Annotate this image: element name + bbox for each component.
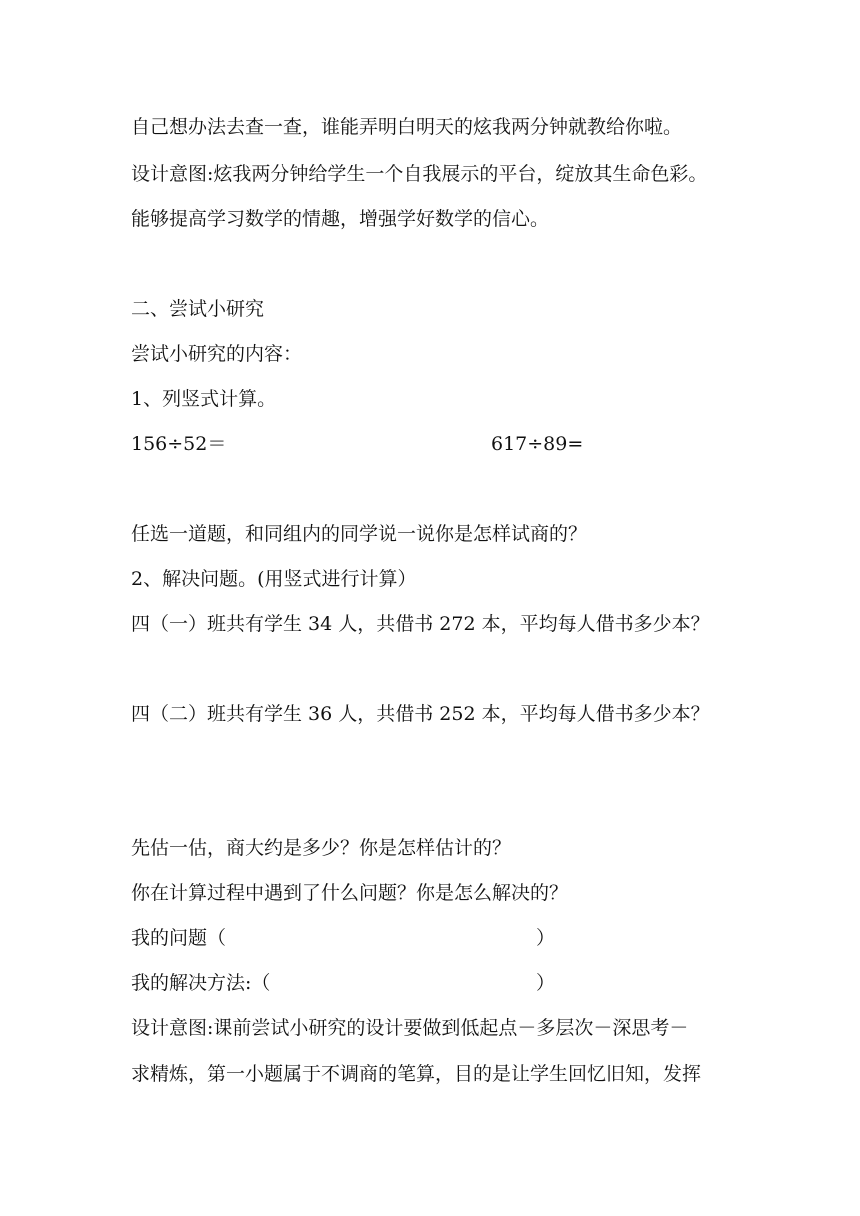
problem-1: 四（一）班共有学生 34 人，共借书 272 本，平均每人借书多少本？ [131, 613, 710, 635]
design-intent-line-2: 求精炼，第一小题属于不调商的笔算，目的是让学生回忆旧知，发挥 [131, 1063, 702, 1085]
paragraph-line-2: 设计意图:炫我两分钟给学生一个自我展示的平台，绽放其生命色彩。 [131, 163, 708, 185]
my-method-close-paren: ） [536, 972, 556, 994]
prompt-1: 任选一道题，和同组内的同学说一说你是怎样试商的？ [131, 523, 588, 545]
my-problem-close-paren: ） [536, 927, 556, 949]
question-2: 你在计算过程中遇到了什么问题？你是怎么解决的？ [131, 882, 569, 904]
question-1: 先估一估，商大约是多少？你是怎样估计的？ [131, 837, 512, 859]
section-heading: 二、尝试小研究 [131, 298, 265, 320]
item-1: 1、列竖式计算。 [131, 388, 277, 410]
problem-2: 四（二）班共有学生 36 人，共借书 252 本，平均每人借书多少本？ [131, 703, 710, 725]
design-intent-line-1: 设计意图:课前尝试小研究的设计要做到低起点－多层次－深思考－ [131, 1017, 689, 1039]
paragraph-line-1: 自己想办法去查一查，谁能弄明白明天的炫我两分钟就教给你啦。 [131, 116, 683, 138]
expression-1: 156÷52＝ [131, 433, 227, 455]
my-method-label: 我的解决方法:（ [131, 972, 271, 994]
expression-2: 617÷89= [491, 433, 584, 455]
item-2: 2、解决问题。(用竖式进行计算） [131, 568, 417, 590]
paragraph-line-3: 能够提高学习数学的情趣，增强学好数学的信心。 [131, 208, 550, 230]
content-heading: 尝试小研究的内容： [131, 343, 303, 365]
my-problem-label: 我的问题（ [131, 927, 227, 949]
